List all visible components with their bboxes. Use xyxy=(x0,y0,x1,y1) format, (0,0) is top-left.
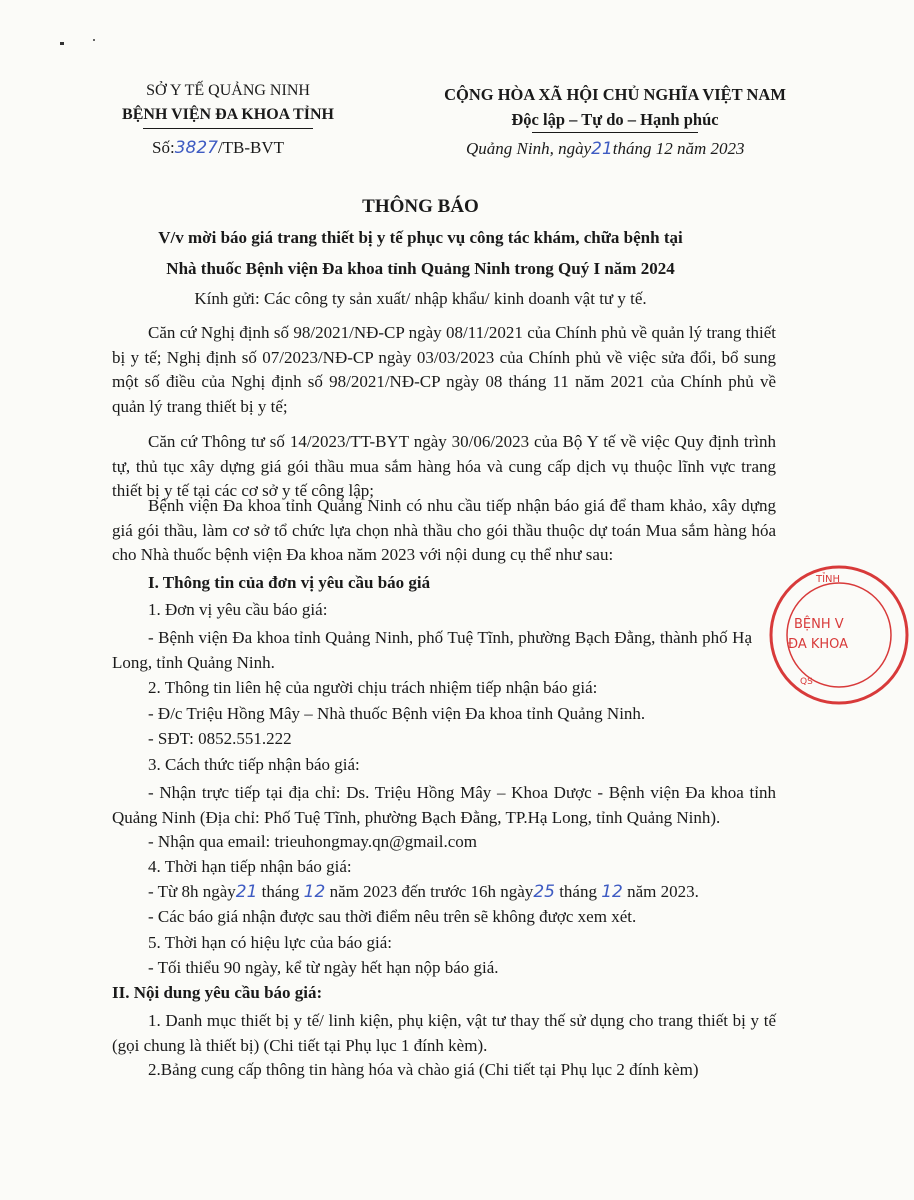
item-1-2-phone: - SĐT: 0852.551.222 xyxy=(148,729,292,748)
date-day-handwritten: 21 xyxy=(591,139,613,159)
period-text-1: - Từ 8h ngày xyxy=(148,882,236,901)
item-1-5-validity: - Tối thiểu 90 ngày, kể từ ngày hết hạn nộp báo giá. xyxy=(148,958,499,977)
item-1-4: 4. Thời hạn tiếp nhận báo giá: xyxy=(148,857,352,876)
hospital-name: BỆNH VIỆN ĐA KHOA TỈNH xyxy=(122,106,334,123)
doc-number-suffix: /TB-BVT xyxy=(217,138,285,157)
item-1-4-period xyxy=(148,882,699,902)
legal-basis-2 xyxy=(112,430,776,504)
scan-speck xyxy=(60,42,64,45)
stamp-text-line1: BỆNH V xyxy=(794,617,844,632)
period-text-2: tháng xyxy=(257,882,304,901)
period-text-4: tháng xyxy=(554,882,602,901)
legal-basis-1-text: Căn cứ Nghị định số 98/2021/NĐ-CP ngày 08/11/2021 của Chính phủ về quản lý trang thiết bị y tế; Nghị định số 07/2023/NĐ-CP ngày 03/03/2023 của Chính phủ về việc sửa đổi, bổ sung một số điều của Nghị định số 98/2021/NĐ-CP ngày 08 tháng 11 năm 2021 của Chính phủ về quản lý trang thiết bị y tế; xyxy=(112,323,776,416)
date-suffix: tháng 12 năm 2023 xyxy=(612,139,745,158)
section-1-heading: I. Thông tin của đơn vị yêu cầu báo giá xyxy=(148,573,431,592)
motto-underline xyxy=(532,132,698,133)
doc-number-prefix: Số: xyxy=(152,138,175,157)
item-1-3-direct xyxy=(112,781,776,830)
stamp-text-bottom: QS xyxy=(800,677,813,687)
period-text-3: năm 2023 đến trước 16h ngày xyxy=(325,882,534,901)
period-handwritten-day-end: 25 xyxy=(533,882,555,902)
period-handwritten-month-end: 12 xyxy=(601,882,623,902)
period-handwritten-day-start: 21 xyxy=(235,882,258,902)
stamp-text-top: TỈNH xyxy=(816,574,841,585)
document-title: THÔNG BÁO xyxy=(362,196,479,217)
stamp-inner-ring xyxy=(787,583,891,687)
period-handwritten-month-start: 12 xyxy=(303,882,326,902)
item-1-3-email: - Nhận qua email: trieuhongmay.qn@gmail.com xyxy=(148,832,477,851)
stamp-outer-ring xyxy=(771,567,907,703)
period-text-5: năm 2023. xyxy=(622,882,699,901)
intro-paragraph-text: Bệnh viện Đa khoa tỉnh Quảng Ninh có nhu cầu tiếp nhận báo giá để tham khảo, xây dựng giá gói thầu, làm cơ sở tổ chức lựa chọn nhà thầu cho gói thầu thuộc dự toán Mua sắm hàng hóa cho Nhà thuốc bệnh viện Đa khoa năm 2023 với nội dung cụ thể như sau: xyxy=(112,496,776,564)
scan-speck xyxy=(93,39,95,41)
item-1-3: 3. Cách thức tiếp nhận báo giá: xyxy=(148,755,360,774)
recipient: Kính gửi: Các công ty sản xuất/ nhập khẩu/ kinh doanh vật tư y tế. xyxy=(194,289,647,308)
item-1-1-address xyxy=(112,626,752,675)
official-stamp xyxy=(764,560,914,710)
legal-basis-2-text: Căn cứ Thông tư số 14/2023/TT-BYT ngày 30/06/2023 của Bộ Y tế về việc Quy định trình tự, thủ tục xây dựng giá gói thầu mua sắm hàng hóa và cung cấp dịch vụ thuộc lĩnh vực trang thiết bị y tế tại các cơ sở y tế công lập; xyxy=(112,432,776,500)
item-1-5: 5. Thời hạn có hiệu lực của báo giá: xyxy=(148,933,393,952)
intro-paragraph xyxy=(112,494,776,568)
item-1-2-contact: - Đ/c Triệu Hồng Mây – Nhà thuốc Bệnh viện Đa khoa tỉnh Quảng Ninh. xyxy=(148,704,646,723)
issue-date xyxy=(466,139,745,159)
item-2-2: 2.Bảng cung cấp thông tin hàng hóa và chào giá (Chi tiết tại Phụ lục 2 đính kèm) xyxy=(148,1060,699,1079)
document-subject-line1: V/v mời báo giá trang thiết bị y tế phục vụ công tác khám, chữa bệnh tại xyxy=(158,228,683,247)
stamp-text-line2: ĐA KHOA xyxy=(788,637,849,652)
doc-number-handwritten: 3827 xyxy=(174,138,218,158)
legal-basis-1 xyxy=(112,321,776,419)
section-2-heading: II. Nội dung yêu cầu báo giá: xyxy=(112,983,323,1002)
item-1-4-note: - Các báo giá nhận được sau thời điểm nêu trên sẽ không được xem xét. xyxy=(148,907,637,926)
item-2-1-text: 1. Danh mục thiết bị y tế/ linh kiện, phụ kiện, vật tư thay thế sử dụng cho trang thiết bị y tế (gọi chung là thiết bị) (Chi tiết tại Phụ lục 1 đính kèm). xyxy=(112,1011,776,1055)
issuing-authority: SỞ Y TẾ QUẢNG NINH xyxy=(146,82,310,99)
hospital-underline xyxy=(143,128,313,129)
doc-number xyxy=(152,138,284,158)
item-1-2: 2. Thông tin liên hệ của người chịu trách nhiệm tiếp nhận báo giá: xyxy=(148,678,598,697)
national-motto: Độc lập – Tự do – Hạnh phúc xyxy=(511,110,719,129)
document-subject-line2: Nhà thuốc Bệnh viện Đa khoa tỉnh Quảng Ninh trong Quý I năm 2024 xyxy=(166,259,675,278)
item-1-1: 1. Đơn vị yêu cầu báo giá: xyxy=(148,600,328,619)
item-2-1 xyxy=(112,1009,776,1058)
item-1-1-address-text: - Bệnh viện Đa khoa tỉnh Quảng Ninh, phố Tuệ Tĩnh, phường Bạch Đằng, thành phố Hạ Long, tỉnh Quảng Ninh. xyxy=(112,628,752,672)
date-prefix: Quảng Ninh, ngày xyxy=(466,139,592,158)
item-1-3-direct-text: - Nhận trực tiếp tại địa chỉ: Ds. Triệu Hồng Mây – Khoa Dược - Bệnh viện Đa khoa tỉnh Quảng Ninh (Địa chỉ: Phố Tuệ Tĩnh, phường Bạch Đằng, TP.Hạ Long, tỉnh Quảng Ninh). xyxy=(112,783,776,827)
national-title: CỘNG HÒA XÃ HỘI CHỦ NGHĨA VIỆT NAM xyxy=(444,85,786,104)
